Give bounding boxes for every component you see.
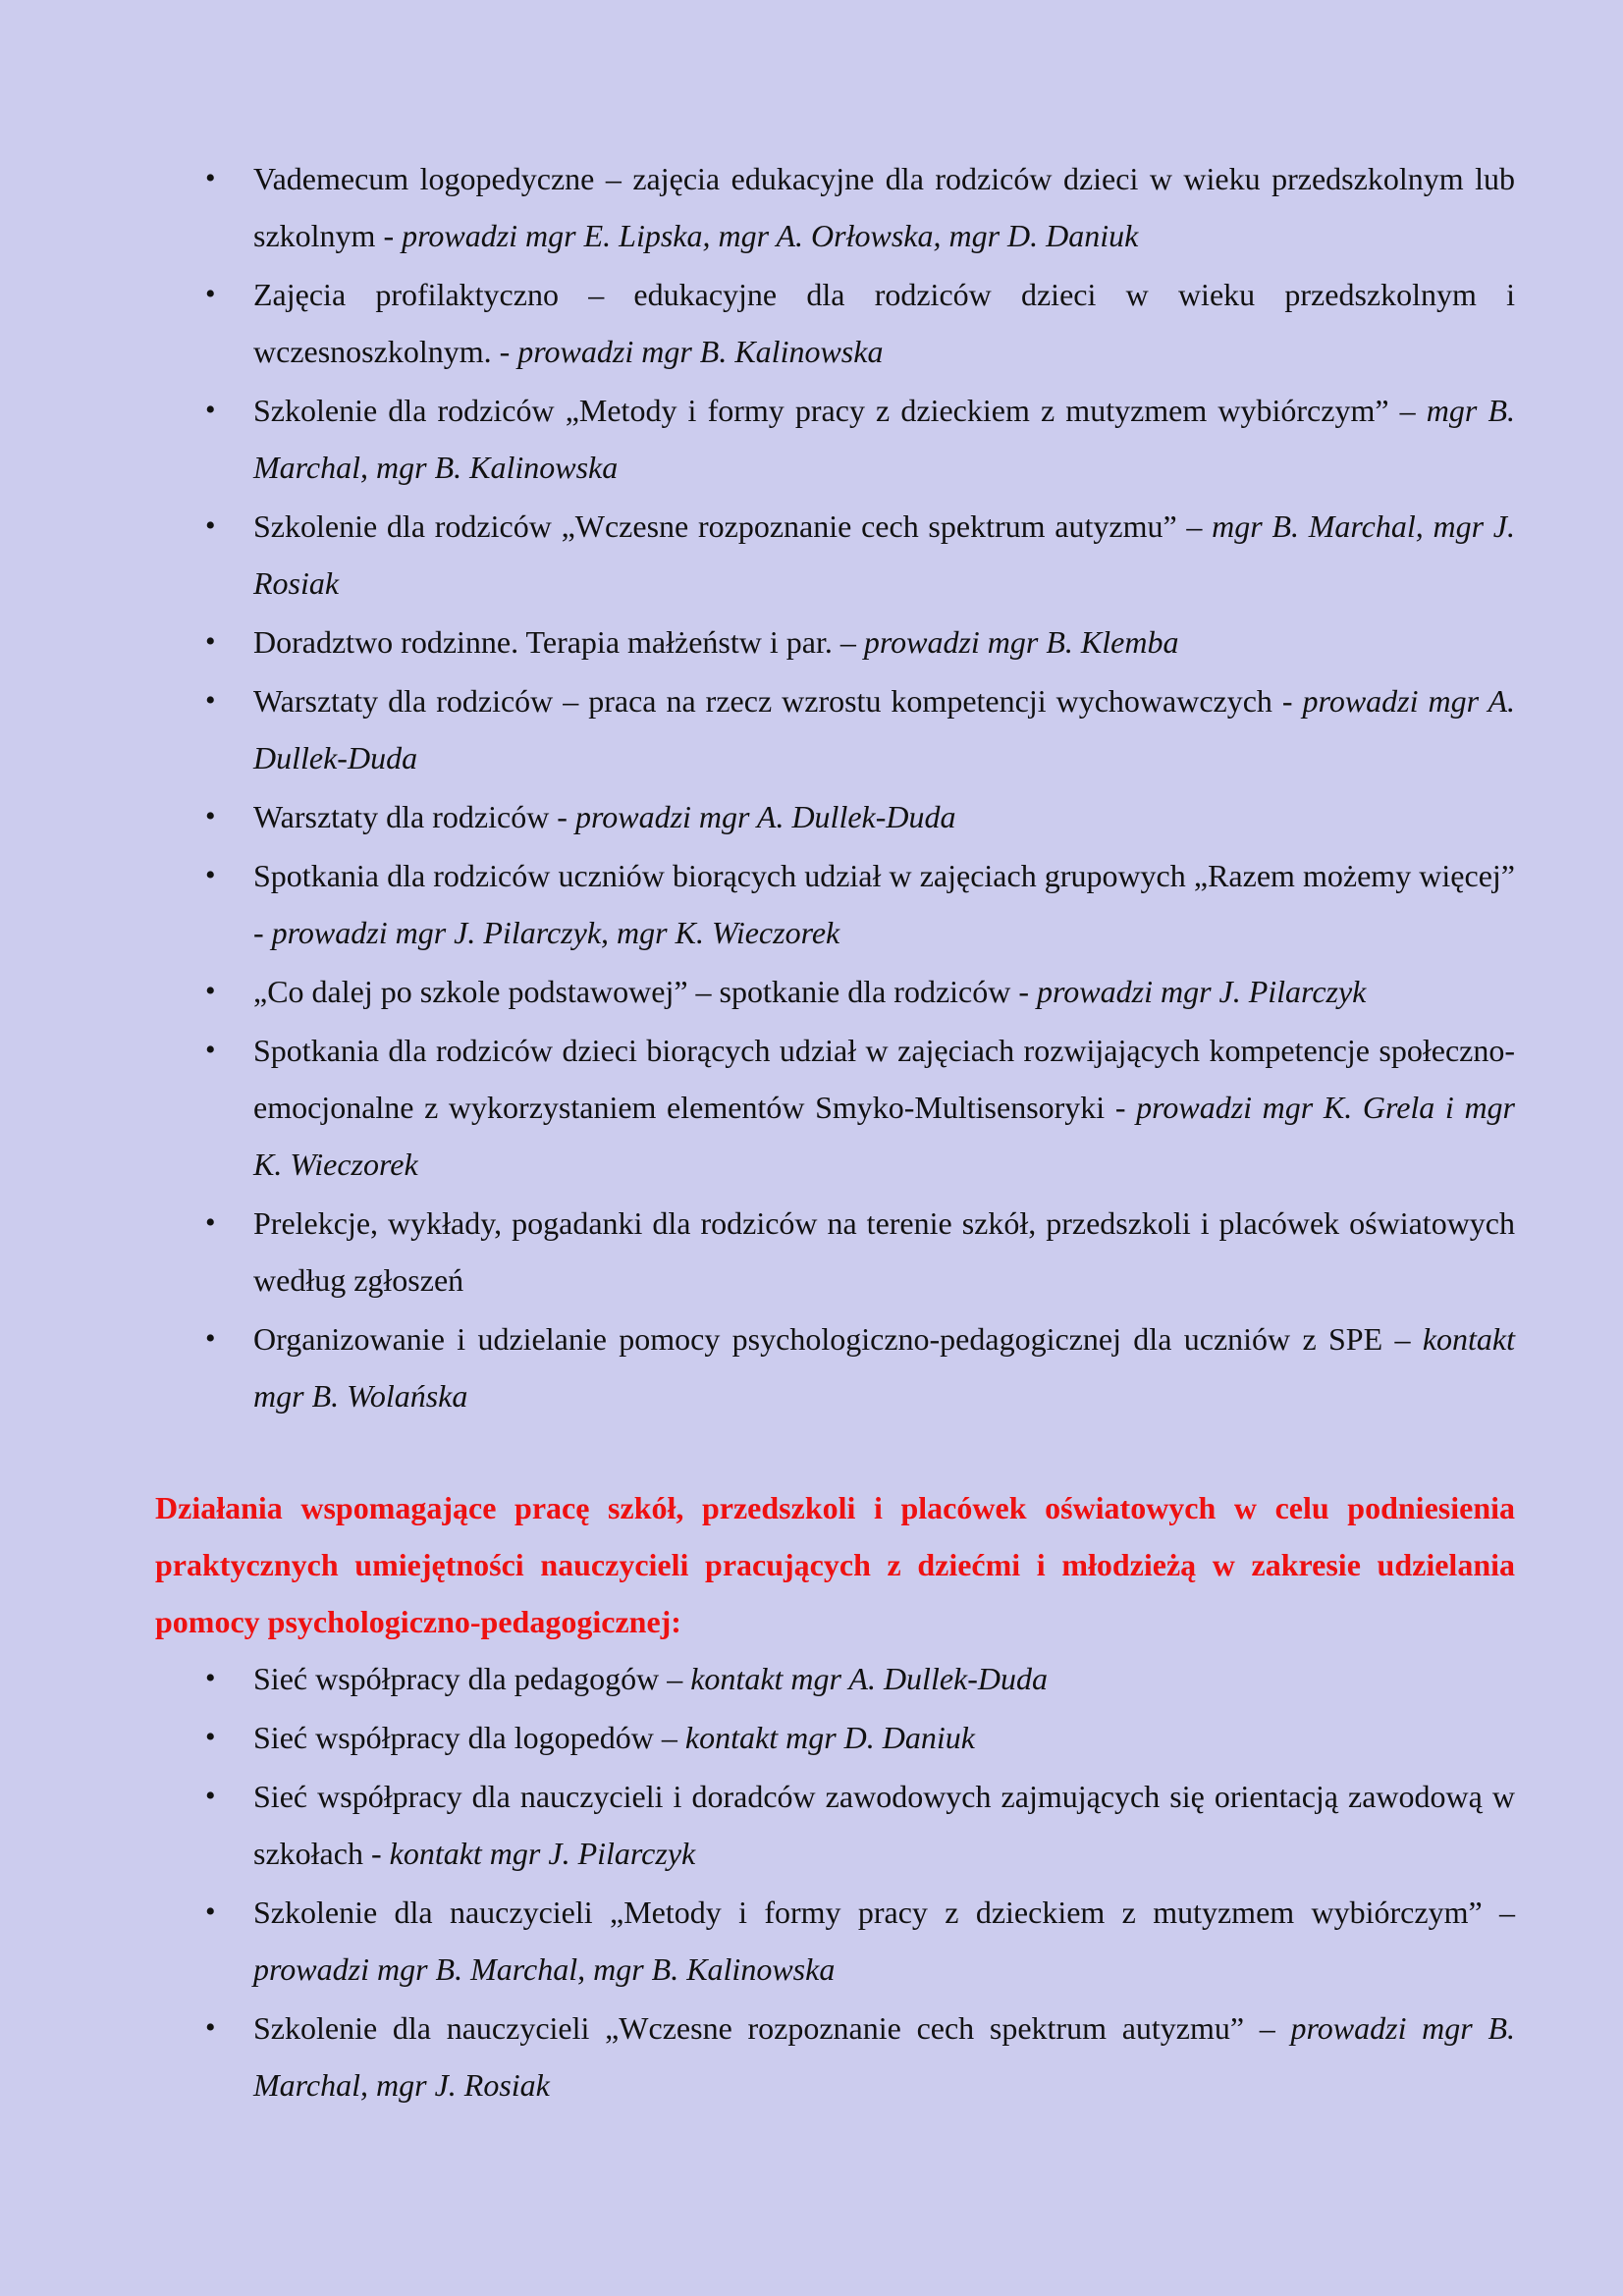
list-item xyxy=(205,672,1515,786)
bullet-icon: • xyxy=(205,1034,216,1066)
item-text: Vademecum logopedyczne – zajęcia edukacyjne dla rodziców dzieci w wieku przedszkolnym lub szkolnym - xyxy=(253,161,1515,253)
item-text: Spotkania dla rodziców dzieci biorących udział w zajęciach rozwijających kompetencje społeczno-emocjonalne z wykorzystaniem elementów Smyko-Multisensoryki - xyxy=(253,1033,1515,1125)
list-item xyxy=(205,1650,1515,1707)
item-text: Sieć współpracy dla pedagogów – xyxy=(253,1661,691,1696)
list-item xyxy=(205,1768,1515,1882)
bullet-icon: • xyxy=(205,1780,216,1812)
item-presenter: kontakt mgr D. Daniuk xyxy=(684,1720,975,1755)
item-presenter: kontakt mgr B. Wolańska xyxy=(253,1321,1515,1414)
item-presenter: prowadzi mgr J. Pilarczyk, mgr K. Wieczorek xyxy=(271,915,840,950)
list-item xyxy=(205,150,1515,264)
item-text: Prelekcje, wykłady, pogadanki dla rodziców na terenie szkół, przedszkoli i placówek oświatowych według zgłoszeń xyxy=(253,1205,1515,1298)
list-item xyxy=(205,847,1515,961)
bullet-icon: • xyxy=(205,509,216,542)
item-text: Zajęcia profilaktyczno – edukacyjne dla rodziców dzieci w wieku przedszkolnym i wczesnoszkolnym. - xyxy=(253,277,1515,369)
item-presenter: prowadzi mgr J. Pilarczyk xyxy=(1037,974,1367,1009)
item-presenter: prowadzi mgr B. Klemba xyxy=(863,624,1179,660)
bullet-icon: • xyxy=(205,1662,216,1694)
item-text: Szkolenie dla rodziców „Metody i formy pracy z dzieckiem z mutyzmem wybiórczym” – xyxy=(253,393,1427,428)
item-text: Spotkania dla rodziców uczniów biorących udział w zajęciach grupowych „Razem możemy więcej” - xyxy=(253,858,1515,950)
list-item xyxy=(205,498,1516,612)
list-item xyxy=(205,788,1515,845)
item-text: Warsztaty dla rodziców – praca na rzecz wzrostu kompetencji wychowawczych - xyxy=(253,683,1303,719)
item-presenter: prowadzi mgr A. Dullek-Duda xyxy=(574,799,956,834)
list-item xyxy=(205,266,1515,380)
teacher-support-list xyxy=(155,1650,1515,2113)
item-presenter: prowadzi mgr B. Marchal, mgr B. Kalinowska xyxy=(253,1951,836,1987)
bullet-icon: • xyxy=(205,975,216,1007)
item-text: Szkolenie dla nauczycieli „Metody i formy pracy z dzieckiem z mutyzmem wybiórczym” – xyxy=(253,1895,1515,1930)
item-text: Sieć współpracy dla nauczycieli i doradców zawodowych zajmujących się orientacją zawodową w szkołach - xyxy=(253,1779,1515,1871)
bullet-icon: • xyxy=(205,162,216,194)
item-presenter: mgr B. Marchal, mgr B. Kalinowska xyxy=(253,393,1516,485)
item-presenter: prowadzi mgr K. Grela i mgr K. Wieczorek xyxy=(253,1090,1516,1182)
bullet-icon: • xyxy=(205,394,216,426)
bullet-icon: • xyxy=(205,800,216,832)
bullet-icon: • xyxy=(205,625,216,658)
bullet-icon: • xyxy=(205,1896,216,1928)
item-presenter: kontakt mgr J. Pilarczyk xyxy=(389,1836,696,1871)
list-item xyxy=(205,614,1515,670)
item-presenter: prowadzi mgr E. Lipska, mgr A. Orłowska, mgr D. Daniuk xyxy=(402,218,1139,253)
item-presenter: prowadzi mgr A. Dullek-Duda xyxy=(253,683,1515,775)
bullet-icon: • xyxy=(205,859,216,891)
list-item xyxy=(205,1310,1515,1424)
list-item xyxy=(205,1195,1515,1308)
item-text: Szkolenie dla rodziców „Wczesne rozpoznanie cech spektrum autyzmu” – xyxy=(253,508,1213,544)
bullet-icon: • xyxy=(205,1721,216,1753)
item-presenter: prowadzi mgr B. Marchal, mgr J. Rosiak xyxy=(253,2010,1516,2103)
item-presenter: mgr B. Marchal, mgr J. Rosiak xyxy=(253,508,1516,601)
item-presenter: prowadzi mgr B. Kalinowska xyxy=(517,334,884,369)
list-item xyxy=(205,2000,1516,2113)
section-heading: Działania wspomagające pracę szkół, przedszkoli i placówek oświatowych w celu podniesienia praktycznych umiejętności nauczycieli pracujących z dziećmi i młodzieżą w zakresie udzielania pomocy psychologiczno-pedagogicznej: xyxy=(155,1490,1515,1639)
bullet-icon: • xyxy=(205,278,216,310)
item-text: Szkolenie dla nauczycieli „Wczesne rozpoznanie cech spektrum autyzmu” – xyxy=(253,2010,1291,2046)
item-text: Organizowanie i udzielanie pomocy psychologiczno-pedagogicznej dla uczniów z SPE – xyxy=(253,1321,1423,1357)
bullet-icon: • xyxy=(205,1322,216,1355)
bullet-icon: • xyxy=(205,1206,216,1239)
item-text: Doradztwo rodzinne. Terapia małżeństw i par. – xyxy=(253,624,864,660)
bullet-icon: • xyxy=(205,684,216,717)
list-item xyxy=(205,382,1516,496)
item-presenter: kontakt mgr A. Dullek-Duda xyxy=(690,1661,1048,1696)
item-text: Warsztaty dla rodziców - xyxy=(253,799,575,834)
list-item xyxy=(205,1022,1516,1193)
item-text: „Co dalej po szkole podstawowej” – spotkanie dla rodziców - xyxy=(253,974,1037,1009)
list-item xyxy=(205,963,1515,1020)
list-item xyxy=(205,1884,1515,1998)
bullet-icon: • xyxy=(205,2011,216,2044)
item-text: Sieć współpracy dla logopedów – xyxy=(253,1720,685,1755)
list-item xyxy=(205,1709,1515,1766)
parent-activities-list xyxy=(155,150,1515,1424)
